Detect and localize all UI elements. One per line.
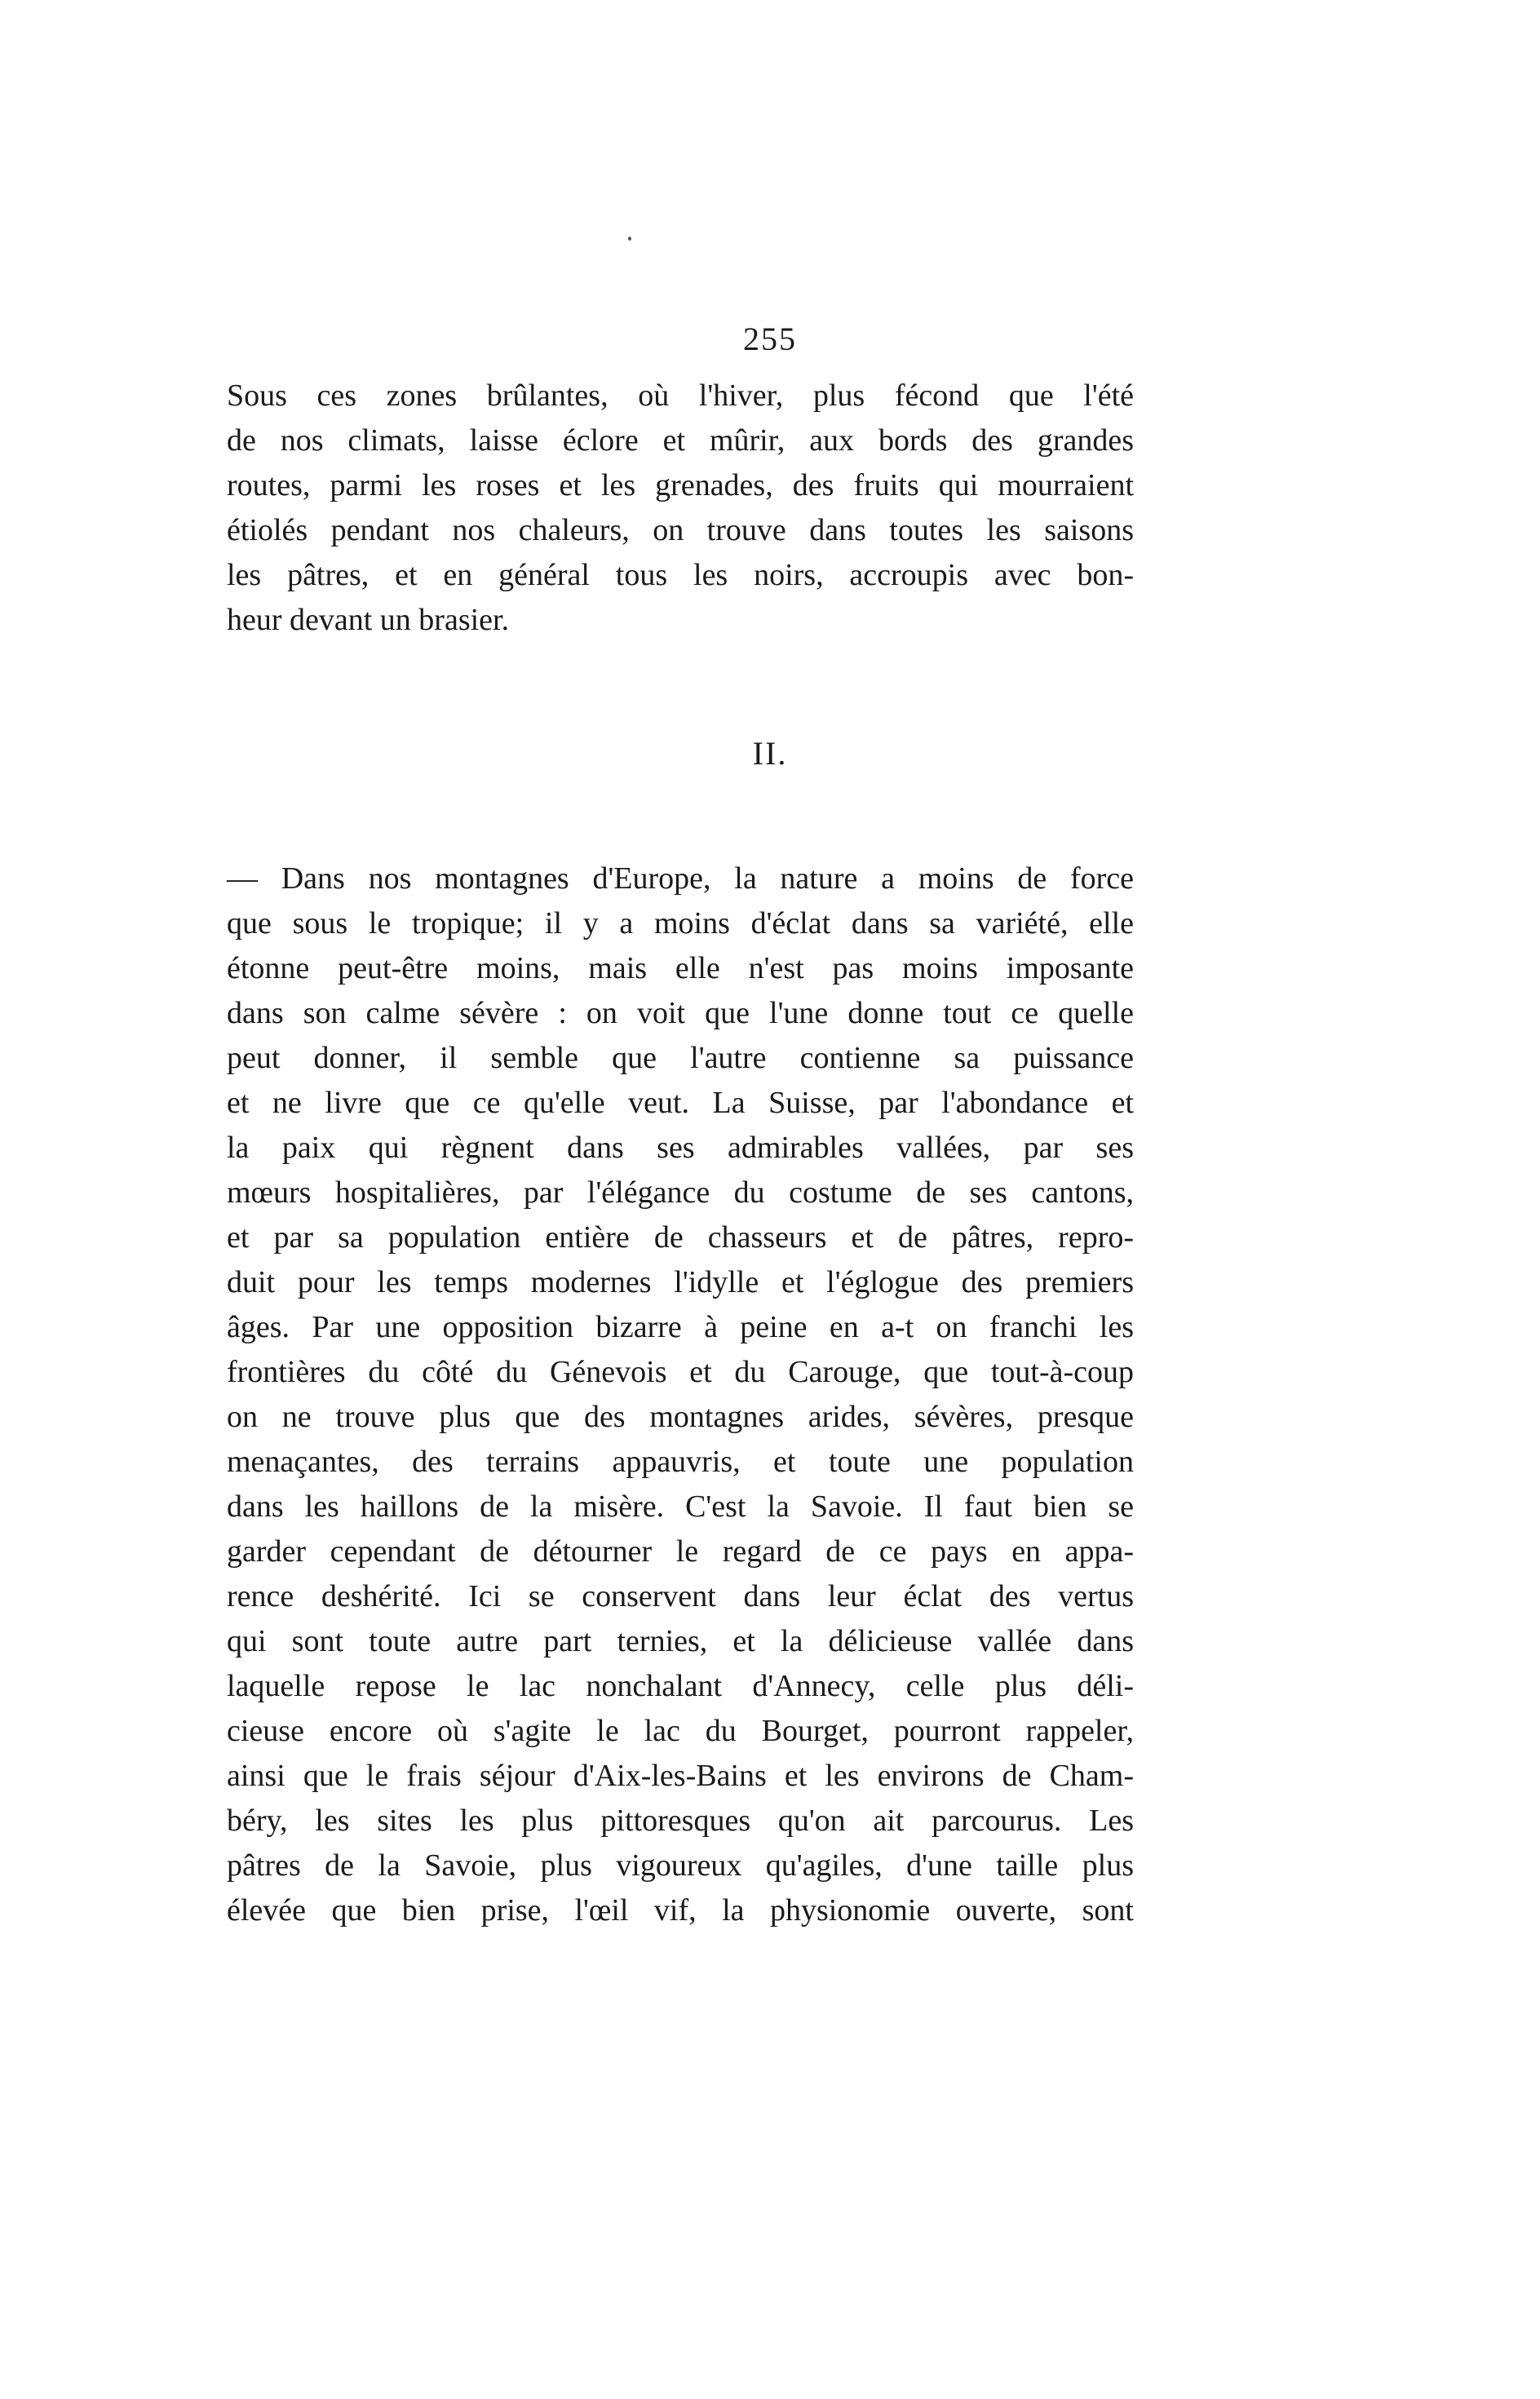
text-line: dans les haillons de la misère. C'est la Savoie. Il faut bien se bbox=[227, 1489, 1134, 1524]
text-line: routes, parmi les roses et les grenades, des fruits qui mourraient bbox=[227, 468, 1134, 502]
text-line: élevée que bien prise, l'œil vif, la physionomie ouverte, sont bbox=[227, 1893, 1134, 1928]
text-line: que sous le tropique; il y a moins d'éclat dans sa variété, elle bbox=[227, 906, 1134, 941]
text-line: cieuse encore où s'agite le lac du Bourget, pourront rappeler, bbox=[227, 1714, 1134, 1748]
page-number: 255 bbox=[743, 321, 797, 357]
text-line: garder cependant de détourner le regard de ce pays en appa- bbox=[227, 1534, 1134, 1569]
text-line: laquelle repose le lac nonchalant d'Annecy, celle plus déli- bbox=[227, 1669, 1134, 1703]
main-paragraph bbox=[227, 856, 1134, 1933]
text-line: Sous ces zones brûlantes, où l'hiver, plus fécond que l'été bbox=[227, 378, 1134, 413]
text-line: on ne trouve plus que des montagnes arides, sévères, presque bbox=[227, 1400, 1134, 1434]
text-line: la paix qui règnent dans ses admirables vallées, par ses bbox=[227, 1131, 1134, 1165]
text-line: les pâtres, et en général tous les noirs, accroupis avec bon- bbox=[227, 558, 1134, 592]
text-line: peut donner, il semble que l'autre contienne sa puissance bbox=[227, 1041, 1134, 1075]
text-line: dans son calme sévère : on voit que l'une donne tout ce quelle bbox=[227, 996, 1134, 1030]
text-line: heur devant un brasier. bbox=[227, 603, 510, 637]
section-heading: II. bbox=[752, 735, 788, 772]
text-line: — Dans nos montagnes d'Europe, la nature a moins de force bbox=[227, 861, 1134, 896]
text-line: et ne livre que ce qu'elle veut. La Suisse, par l'abondance et bbox=[227, 1086, 1134, 1120]
text-line: et par sa population entière de chasseurs et de pâtres, repro- bbox=[227, 1220, 1134, 1255]
text-line: mœurs hospitalières, par l'élégance du costume de ses cantons, bbox=[227, 1175, 1134, 1210]
ink-speck bbox=[628, 237, 631, 241]
text-line: frontières du côté du Génevois et du Carouge, que tout-à-coup bbox=[227, 1355, 1134, 1389]
intro-paragraph bbox=[227, 374, 1134, 643]
text-line: qui sont toute autre part ternies, et la délicieuse vallée dans bbox=[227, 1624, 1134, 1658]
text-line: de nos climats, laisse éclore et mûrir, aux bords des grandes bbox=[227, 423, 1134, 458]
text-line: béry, les sites les plus pittoresques qu'on ait parcourus. Les bbox=[227, 1804, 1134, 1838]
text-line: étiolés pendant nos chaleurs, on trouve dans toutes les saisons bbox=[227, 513, 1134, 547]
text-line: étonne peut-être moins, mais elle n'est pas moins imposante bbox=[227, 951, 1134, 985]
text-line: duit pour les temps modernes l'idylle et l'églogue des premiers bbox=[227, 1265, 1134, 1299]
text-line: pâtres de la Savoie, plus vigoureux qu'agiles, d'une taille plus bbox=[227, 1848, 1134, 1883]
text-line: menaçantes, des terrains appauvris, et toute une population bbox=[227, 1445, 1134, 1479]
text-line: rence deshérité. Ici se conservent dans leur éclat des vertus bbox=[227, 1579, 1134, 1613]
text-line: âges. Par une opposition bizarre à peine en a-t on franchi les bbox=[227, 1310, 1134, 1344]
text-line: ainsi que le frais séjour d'Aix-les-Bains et les environs de Cham- bbox=[227, 1759, 1134, 1793]
